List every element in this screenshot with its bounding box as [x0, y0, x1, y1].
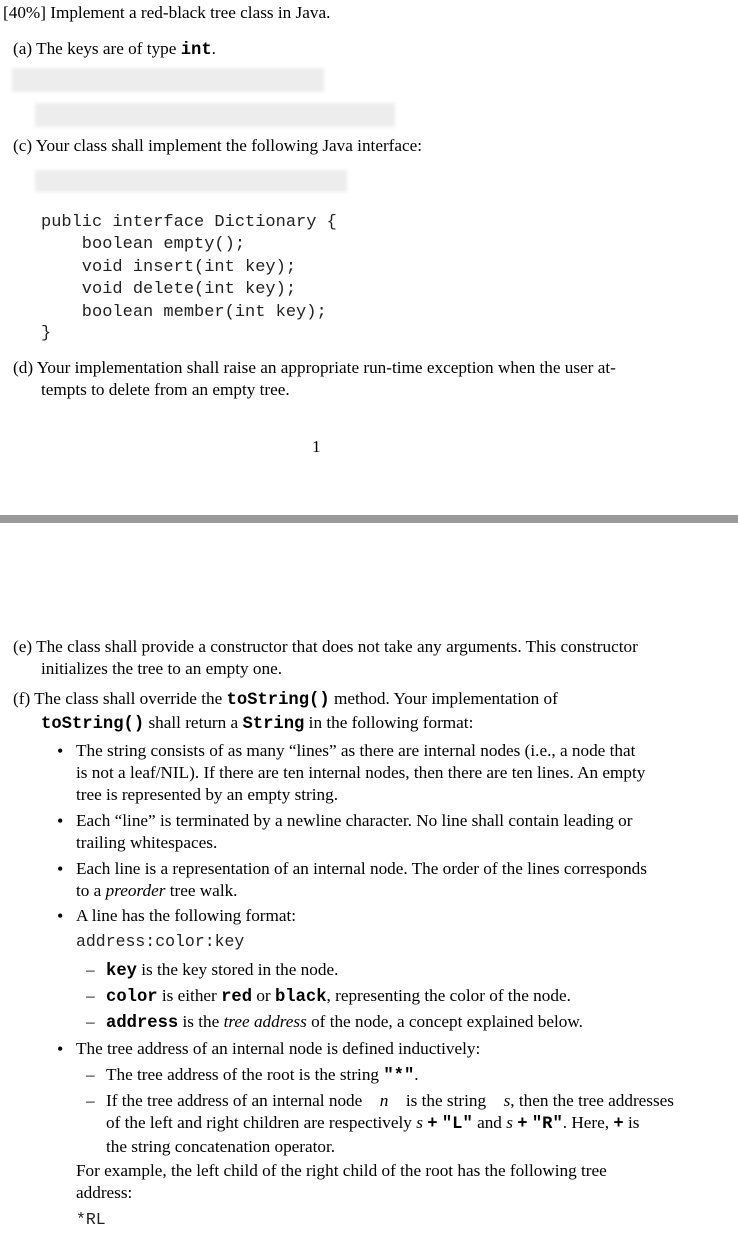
bullet-line: • A line has the following format:: [76, 906, 297, 925]
dash-text: is either: [161, 986, 217, 1005]
dash-text: or: [256, 986, 271, 1005]
bullet-item: [76, 1038, 674, 1060]
problem-heading: [3, 2, 330, 24]
math-var: s: [416, 1113, 423, 1132]
bullet-item: [76, 858, 674, 902]
format-code: address:color:key: [76, 932, 245, 951]
root-address-code: "*": [383, 1067, 415, 1086]
bullet-line: tree is represented by an empty string.: [76, 785, 339, 804]
code-line: public interface Dictionary {: [41, 213, 337, 232]
dash-text: . Here,: [562, 1113, 610, 1132]
item-c: [13, 135, 422, 157]
dash-text: of the node, a concept explained below.: [311, 1012, 583, 1031]
example-line: address:: [76, 1183, 133, 1202]
item-e-line1: The class shall provide a constructor that does not take any arguments. This constructor: [36, 637, 638, 656]
item-f-text: The class shall override the: [34, 689, 223, 708]
dash-text: and: [477, 1113, 502, 1132]
bullet-item: [76, 810, 674, 854]
item-e-line2: initializes the tree to an empty one.: [41, 659, 283, 678]
math-var: s: [506, 1113, 513, 1132]
emphasis-text: preorder: [105, 881, 166, 900]
item-d: [13, 357, 675, 401]
bullet-item: [76, 740, 674, 806]
item-f-text: in the following format:: [308, 713, 474, 732]
color-code: color: [106, 988, 158, 1007]
dash-text: the string concatenation operator.: [106, 1137, 336, 1156]
page-divider: [0, 515, 738, 523]
item-f-text: shall return a: [148, 713, 239, 732]
dash-text: The tree address of the root is the string: [106, 1065, 380, 1084]
emphasis-text: tree address: [223, 1012, 307, 1031]
right-code: "R": [531, 1115, 563, 1134]
dash-text: , representing the color of the node.: [326, 986, 571, 1005]
code-line: void delete(int key);: [41, 280, 297, 299]
code-line: }: [41, 324, 52, 343]
item-a-code: int: [180, 41, 212, 60]
item-d-line1: Your implementation shall raise an appropriate run-time exception when the user at-: [36, 358, 616, 377]
key-code: key: [106, 962, 137, 981]
item-d-line2: tempts to delete from an empty tree.: [41, 380, 290, 399]
page-number: 1: [312, 437, 321, 456]
item-d-label: (d): [13, 358, 34, 377]
dash-item: [106, 1090, 674, 1158]
redacted-line-1: [12, 68, 324, 92]
example-paragraph: [76, 1160, 674, 1204]
bullet-item: [76, 905, 674, 927]
item-c-text: Your class shall implement the following Java interface:: [35, 136, 423, 155]
dash-text: of the left and right children are respectively: [106, 1113, 412, 1132]
item-f-text: method. Your implementation of: [333, 689, 558, 708]
code-line: void insert(int key);: [41, 258, 297, 277]
item-a: [13, 38, 216, 62]
plus-code: +: [613, 1115, 624, 1134]
bullet-line: trailing whitespaces.: [76, 833, 218, 852]
address-code: address: [106, 1014, 179, 1033]
bullet-line: is not a leaf/: [76, 763, 161, 782]
item-f-code: toString(): [226, 691, 330, 710]
redacted-line-3: [35, 170, 347, 192]
bullet-line: ). If there are ten internal nodes, then there are ten lines. An empty: [189, 763, 646, 782]
bullet-line: to a: [76, 881, 102, 900]
example-line: For example, the left child of the right child of the root has the following tree: [76, 1161, 607, 1180]
heading-text: Implement a red-black tree class in Java.: [50, 3, 331, 22]
dash-text: .: [414, 1065, 419, 1084]
dash-item: [106, 1064, 419, 1088]
dash-text: is: [628, 1113, 640, 1132]
redacted-line-2: [35, 103, 395, 127]
nil-text: NIL: [160, 763, 190, 782]
code-line: boolean member(int key);: [41, 303, 327, 322]
dash-text: is the: [182, 1012, 220, 1031]
bullet-line: • The tree address of an internal node is defined inductively:: [76, 1039, 481, 1058]
item-a-label: (a): [13, 39, 33, 58]
bullet-line: • Each line is a representation of an internal node. The order of the lines corresponds: [76, 859, 647, 878]
dash-text: – If the tree address of an internal node: [106, 1091, 363, 1110]
item-f-label: (f): [13, 689, 31, 708]
heading-weight: [40%]: [3, 3, 46, 22]
plus-code: +: [517, 1115, 528, 1134]
dash-item: [106, 1011, 583, 1035]
item-f: [13, 688, 675, 736]
bullet-line: tree walk.: [169, 881, 238, 900]
plus-code: +: [427, 1115, 438, 1134]
item-f-code: String: [242, 715, 305, 734]
item-f-code: toString(): [41, 715, 145, 734]
item-e: [13, 636, 675, 680]
bullet-line: • The string consists of as many “lines” as there are internal nodes (i.e., a node that: [76, 741, 636, 760]
dash-text: , then the tree addresses: [510, 1091, 674, 1110]
example-code: *RL: [76, 1210, 106, 1229]
red-code: red: [221, 988, 253, 1007]
code-line: boolean empty();: [41, 235, 246, 254]
math-var: n: [379, 1091, 389, 1110]
item-c-label: (c): [13, 136, 33, 155]
item-e-label: (e): [13, 637, 33, 656]
dash-text: is the string: [405, 1091, 487, 1110]
bullet-line: • Each “line” is terminated by a newline character. No line shall contain leading or: [76, 811, 633, 830]
item-a-text: The keys are of type: [36, 39, 177, 58]
math-var: s: [503, 1091, 511, 1110]
dash-item: [106, 985, 571, 1009]
left-code: "L": [441, 1115, 473, 1134]
item-a-end: .: [211, 39, 216, 58]
black-code: black: [274, 988, 327, 1007]
dash-item: [106, 959, 338, 983]
dash-text: is the key stored in the node.: [141, 960, 339, 979]
